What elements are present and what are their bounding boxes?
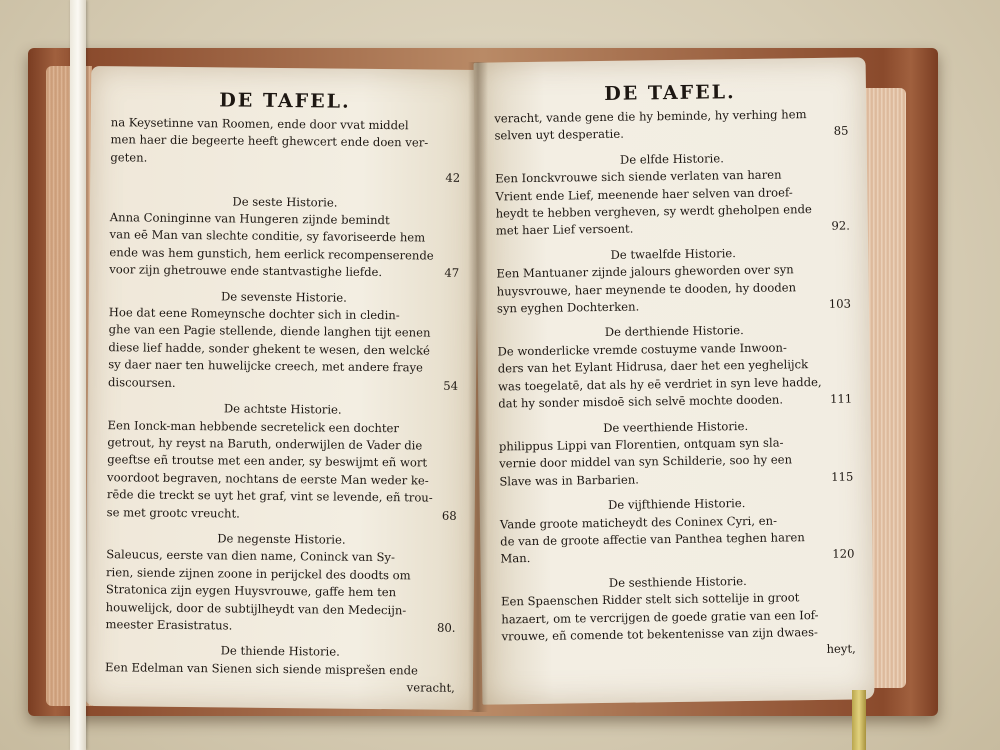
text-line: diese lief hadde, sonder ghekent te wesen, den welcké: [108, 340, 430, 358]
text-line: veracht, vande gene die hy beminde, hy verhing hem: [494, 107, 807, 126]
story-heading: De elfde Historie.: [619, 151, 724, 167]
story-heading: De sevenste Historie.: [220, 289, 347, 305]
text-line: Een Ionck-man hebbende secretelick een dochter: [107, 417, 400, 435]
right-page-text: [474, 105, 874, 663]
page-reference: 115: [831, 469, 854, 484]
text-line: vrouwe, eñ comende tot bekentenisse van zijn dwaes-: [501, 624, 819, 644]
story-heading: De derthiende Historie.: [604, 323, 744, 340]
story-heading: De thiende Historie.: [220, 643, 340, 659]
text-line: heydt te hebben vergheven, sy werdt gheholpen ende: [495, 202, 812, 221]
story-heading: De achtste Historie.: [223, 401, 342, 417]
page-reference: 80.: [436, 620, 456, 635]
story-heading: De seste Historie.: [232, 194, 338, 210]
text-line: Een Spaenschen Ridder stelt sich sottelije in groot: [500, 590, 800, 609]
text-line: sy daer naer ten huwelijcke creech, met andere fraye: [108, 357, 424, 375]
text-line: rēde die treckt se uyt het graf, vint se levende, eñ trou-: [106, 487, 433, 505]
text-line: 111 dat hy sonder misdoē sich selvē mochte dooden.: [498, 391, 853, 411]
right-page-header: DE TAFEL.: [604, 81, 736, 105]
page-reference: 42: [445, 170, 461, 186]
text-line: philippus Lippi van Florentien, ontquam syn sla-: [498, 435, 784, 454]
story-heading: De negenste Historie.: [217, 531, 346, 547]
left-page-header: DE TAFEL.: [219, 89, 351, 113]
page-reference: heyt,: [826, 641, 856, 657]
text-line: was toegelatē, dat als hy eē verdriet in syn leve hadde,: [497, 374, 822, 394]
text-line: ende was hem gunstich, hem eerlick recompenserende: [109, 245, 434, 263]
text-line: Anna Coninginne van Hungeren zijnde bemindt: [109, 210, 390, 228]
text-line: hazaert, om te vercrijgen de goede gratie van een Iof-: [501, 607, 819, 626]
text-line: De wonderlicke vremde costuyme vande Inwoon-: [497, 340, 787, 359]
text-line: voordoot begraven, nochtans de eerste Man weder ke-: [106, 469, 429, 488]
story-heading: De veerthiende Historie.: [603, 418, 749, 435]
text-line: Een Mantuaner zijnde jalours gheworden over syn: [496, 262, 794, 281]
text-line: Hoe dat eene Romeynsche dochter sich in cledin-: [108, 305, 400, 323]
page-reference: 103: [828, 296, 852, 311]
text-line: Saleucus, eerste van dien name, Coninck van Sy-: [106, 547, 395, 565]
text-line: de van de groote affectie van Panthea teghen haren: [500, 530, 805, 549]
text-line: Een Ionckvrouwe sich siende verlaten van haren: [495, 167, 782, 186]
text-line: geeftse eñ troutse met een ander, sy beswijmt eñ wort: [107, 452, 428, 470]
page-reference: 111: [830, 391, 853, 406]
text-line: vernie door middel van syn Schilderie, soo hy een: [499, 452, 793, 471]
text-line: ghe van een Pagie stellende, diende langhen tijt eenen: [108, 322, 431, 341]
text-line: van eē Man van slechte conditie, sy favoriseerde hem: [109, 227, 426, 245]
text-line: 92. met haer Lief versoent.: [495, 218, 850, 238]
text-line: 103 syn eyghen Dochterken.: [496, 296, 852, 316]
text-line: houwelijck, door de subtijlheydt van den Medecijn-: [105, 599, 407, 617]
text-line: na Keysetinne van Roomen, ende door vvat middel: [110, 115, 409, 133]
text-line: 115 Slave was in Barbarien.: [499, 469, 854, 489]
left-page: [85, 66, 480, 710]
story-heading: De sesthiende Historie.: [608, 573, 747, 590]
text-line: 85 selven uyt desperatie.: [494, 123, 849, 143]
page-reference: 54: [443, 378, 459, 393]
page-reference: 92.: [831, 218, 850, 234]
text-line: getrout, hy reyst na Baruth, onderwijlen de Vader die: [107, 435, 423, 453]
text-line: 54 discoursen.: [108, 374, 458, 395]
text-line: Stratonica zijn eygen Huysvrouwe, gaffe hem ten: [105, 582, 397, 600]
text-line: geten.: [110, 150, 148, 165]
page-reference: 47: [444, 265, 460, 281]
left-page-text: [85, 114, 479, 698]
story-heading: De twaelfde Historie.: [610, 245, 737, 262]
text-line: 80. meester Erasistratus.: [105, 616, 455, 637]
right-page: [474, 57, 875, 704]
text-line: Vrient ende Lief, meenende haer selven van droef-: [495, 184, 793, 204]
text-line: 68 se met grootc vreucht.: [107, 504, 457, 525]
text-line: ders van het Eylant Hidrusa, daer het een yeghelijck: [497, 357, 809, 376]
text-line: 47 voor zijn ghetrouwe ende stantvastighe liefde.: [109, 261, 459, 282]
text-line: huysvrouwe, haer meynende te dooden, hy dooden: [496, 279, 797, 299]
story-heading: De vijfthiende Historie.: [607, 496, 746, 513]
bookmark-ribbon: [70, 0, 86, 750]
bookmark-tassel: [852, 690, 866, 750]
text-line: 120 Man.: [500, 546, 855, 566]
text-line: rien, siende zijnen zoone in perijckel des doodts om: [105, 564, 411, 583]
text-line: Vande groote maticheydt des Coninex Cyri, en-: [499, 513, 778, 531]
book-gutter: [468, 62, 488, 712]
text-line: Een Edelman van Sienen sich siende misprešen ende: [104, 659, 419, 678]
page-reference: 120: [832, 546, 855, 562]
page-reference: 68: [441, 508, 457, 523]
page-reference: 85: [833, 123, 849, 139]
text-line: men haer die begeerte heeft ghewcert ende doen ver-: [110, 132, 429, 150]
page-reference: veracht,: [406, 680, 455, 696]
